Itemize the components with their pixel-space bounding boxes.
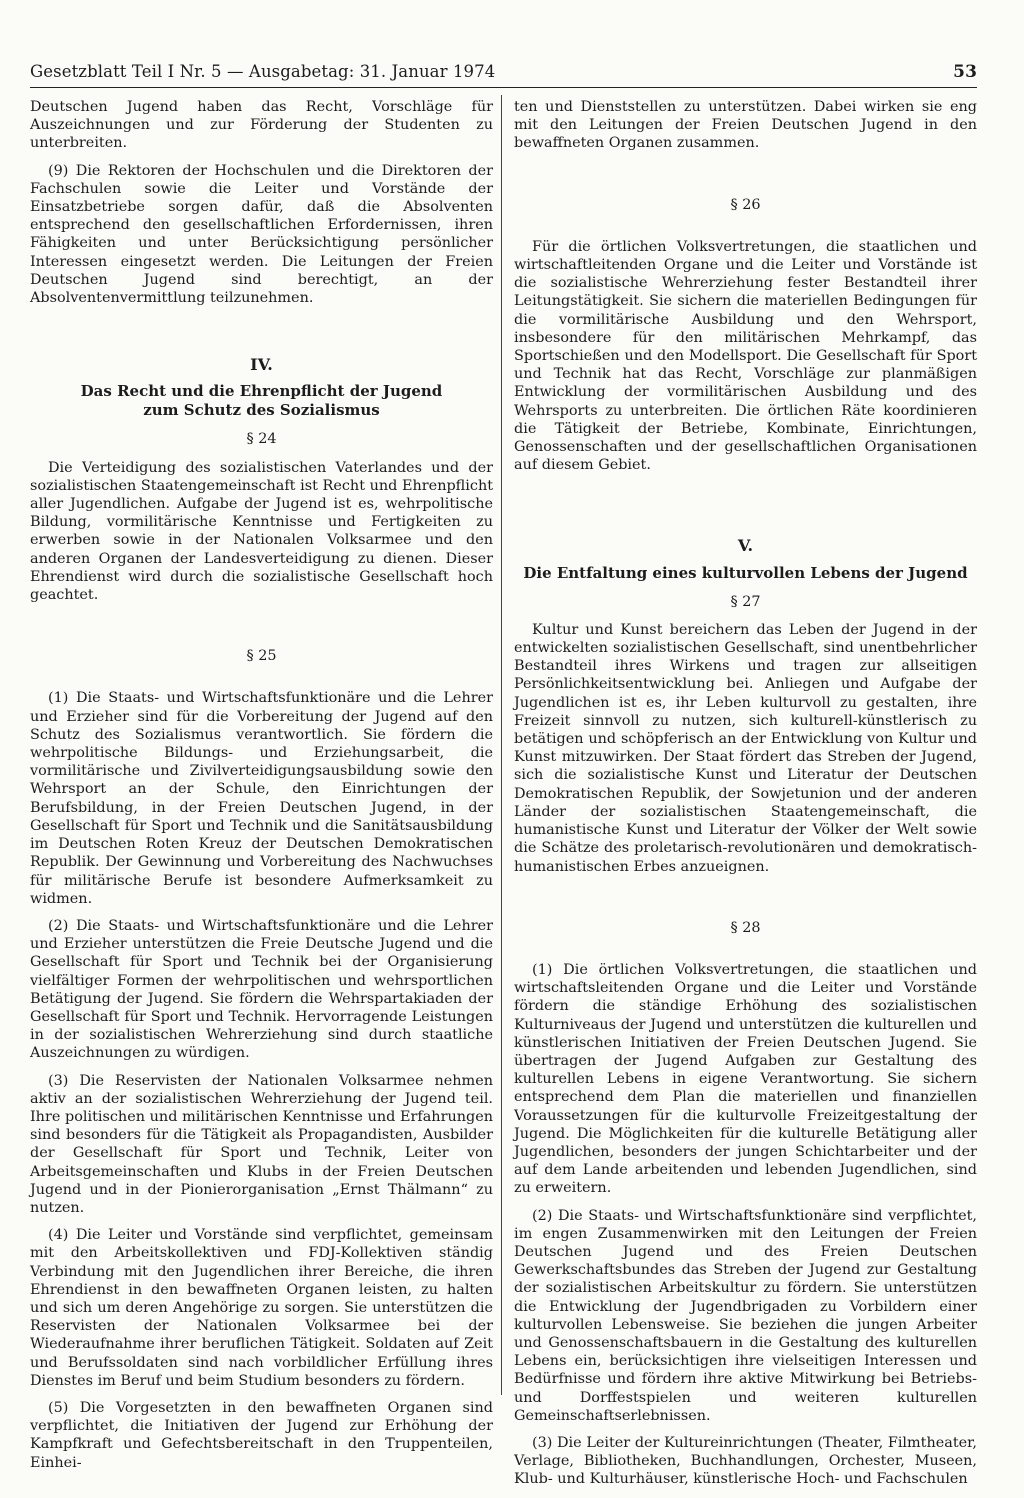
paragraph-continuation: ten und Dienststellen zu unterstützen. Dabei wirken sie eng mit den Leitungen der Freien Deutschen Jugend in den bewaffneten Organen zusammen.	[514, 99, 977, 152]
section-28-paragraph-3: (3) Die Leiter der Kultureinrichtungen (Theater, Filmtheater, Verlage, Bibliotheken, Buchhandlungen, Orchester, Museen, Klub- und Kulturhäuser, künstlerische Hoch- und Fachschulen	[514, 1434, 977, 1488]
section-24-text: Die Verteidigung des sozialistischen Vaterlandes und der sozialistischen Staatengemeinschaft ist Recht und Ehrenpflicht aller Jugendlichen. Aufgabe der Jugend ist es, wehrpolitische Bildung, vormilitärische Kenntnisse und Fertigkeiten zu erwerben sowie in der Nationalen Volksarmee und den anderen Organen der Landesverteidigung zu dienen. Dieser Ehrendienst wird durch die sozialistische Gesellschaft hoch geachtet.	[30, 459, 493, 604]
column-divider	[501, 95, 502, 1395]
page-number: 53	[953, 62, 977, 82]
part-iv-title-line-1: Das Recht und die Ehrenpflicht der Jugend	[80, 382, 443, 401]
part-v-number: V.	[737, 536, 754, 556]
section-24-heading: § 24	[246, 431, 277, 448]
section-25-paragraph-3: (3) Die Reservisten der Nationalen Volksarmee nehmen aktiv an der sozialistischen Wehrerziehung der Jugend teil. Ihre politischen und militärischen Kenntnisse und Erfahrungen sind besonders für die Tätigkeit als Propagandisten, Ausbilder der Gesellschaft für Sport und Technik, Leiter von Arbeitsgemeinschaften und Klubs in der Freien Deutschen Jugend und in der Pionierorganisation „Ernst Thälmann“ zu nutzen.	[30, 1072, 493, 1216]
gazette-title: Gesetzblatt Teil I Nr. 5 — Ausgabetag: 31. Januar 1974	[30, 62, 496, 81]
section-27-heading: § 27	[730, 593, 761, 610]
paragraph-23-9: (9) Die Rektoren der Hochschulen und die Direktoren der Fachschulen sowie die Leiter und Vorstände der Einsatzbetriebe sorgen dafür, daß die Absolventen entsprechend den gesellschaftlichen Erfordernissen, ihren Fähigkeiten und unter Berücksichtigung persönlicher Interessen eingesetzt werden. Die Leitungen der Freien Deutschen Jugend sind berechtigt, an der Absolventenvermittlung teilzunehmen.	[30, 162, 493, 307]
section-26-heading: § 26	[730, 196, 761, 213]
section-28-heading: § 28	[730, 919, 761, 936]
part-iv-number: IV.	[250, 355, 273, 375]
section-25-paragraph-2: (2) Die Staats- und Wirtschaftsfunktionäre und die Lehrer und Erzieher unterstützen die Freie Deutsche Jugend und die Gesellschaft für Sport und Technik bei der Organisierung vielfältiger Formen der wehrpolitischen und wehrsportlichen Betätigung der Jugend. Sie fördern die Wehrspartakiaden der Gesellschaft für Sport und Technik. Hervorragende Leistungen in der sozialistischen Wehrerziehung sind durch staatliche Auszeichnungen zu würdigen.	[30, 917, 493, 1062]
page-header	[30, 62, 977, 86]
part-iv-title-line-2: zum Schutz des Sozialismus	[143, 401, 380, 420]
section-25-paragraph-4: (4) Die Leiter und Vorstände sind verpflichtet, gemeinsam mit den Arbeitskollektiven und FDJ-Kollektiven ständig Verbindung mit den Jugendlichen ihrer Bereiche, die ihren Ehrendienst in den bewaffneten Organen leisten, zu halten und sich um deren Angehörige zu sorgen. Sie unterstützen die Reservisten der Nationalen Volksarmee bei der Wiederaufnahme ihrer beruflichen Tätigkeit. Soldaten auf Zeit und Berufssoldaten sind nach vorbildlicher Erfüllung ihres Dienstes im Beruf und beim Studium besonders zu fördern.	[30, 1227, 493, 1389]
section-28-paragraph-2: (2) Die Staats- und Wirtschaftsfunktionäre sind verpflichtet, im engen Zusammenwirken mit den Leitungen der Freien Deutschen Jugend und des Freien Deutschen Gewerkschaftsbundes das Streben der Jugend zur Gestaltung der sozialistischen Arbeitskultur zu fördern. Sie unterstützen die Entwicklung der Jugendbrigaden zu Vorbildern einer kulturvollen Lebensweise. Sie beziehen die jungen Arbeiter und Genossenschaftsbauern in die Gestaltung des kulturellen Lebens ein, berücksichtigen ihre vielseitigen Interessen und Bedürfnisse und fördern ihre aktive Mitwirkung bei Betriebs- und Dorffestspielen und weiteren kulturellen Gemeinschaftserlebnissen.	[514, 1207, 977, 1424]
section-28-paragraph-1: (1) Die örtlichen Volksvertretungen, die staatlichen und wirtschaftsleitenden Organe und die Leiter und Vorstände fördern die ständige Erhöhung des sozialistischen Kulturniveaus der Jugend und unterstützen die kulturellen und künstlerischen Initiativen der Freien Deutschen Jugend. Sie übertragen der Jugend Aufgaben zur Gestaltung des kulturellen Lebens in eigene Verantwortung. Sie sichern entsprechend dem Plan die materiellen und finanziellen Voraussetzungen für die kulturvolle Freizeitgestaltung der Jugend. Die Möglichkeiten für die kulturelle Betätigung aller Jugendlichen, besonders der jungen Schichtarbeiter und der auf dem Lande arbeitenden und lebenden Jugendlichen, sind zu erweitern.	[514, 961, 977, 1197]
header-rule	[30, 87, 977, 88]
section-26-text: Für die örtlichen Volksvertretungen, die staatlichen und wirtschaftleitenden Organe und die Leiter und Vorstände ist die sozialistische Wehrerziehung fester Bestandteil ihrer Leitungstätigkeit. Sie sichern die materiellen Bedingungen für die vormilitärische Ausbildung und den Wehrsport, insbesondere für den militärischen Mehrkampf, das Sportschießen und den Modellsport. Die Gesellschaft für Sport und Technik hat das Recht, Vorschläge zur planmäßigen Entwicklung der vormilitärischen Ausbildung und des Wehrsports zu unterbreiten. Die örtlichen Räte koordinieren die Tätigkeit der Betriebe, Kombinate, Einrichtungen, Genossenschaften und der gesellschaftlichen Organisationen auf diesem Gebiet.	[514, 238, 977, 474]
left-column	[30, 98, 493, 1481]
section-25-paragraph-5: (5) Die Vorgesetzten in den bewaffneten Organen sind verpflichtet, die Initiativen der Jugend zur Erhöhung der Kampfkraft und Gefechtsbereitschaft in den Truppenteilen, Einhei-	[30, 1399, 493, 1471]
part-iv-title	[30, 382, 493, 420]
part-v-title: Die Entfaltung eines kulturvollen Lebens der Jugend	[523, 563, 968, 582]
section-27-text: Kultur und Kunst bereichern das Leben der Jugend in der entwickelten sozialistischen Gesellschaft, sind unentbehrlicher Bestandteil ihres Wirkens und tragen zur allseitigen Persönlichkeitsentwicklung bei. Anliegen und Aufgabe der Jugendlichen ist es, ihr Leben kulturvoll zu gestalten, ihre Freizeit sinnvoll zu nutzen, sich kulturell-künstlerisch zu betätigen und schöpferisch an der Entwicklung von Kultur und Kunst mitzuwirken. Der Staat fördert das Streben der Jugend, sich die sozialistische Kunst und Literatur der Deutschen Demokratischen Republik, der Sowjetunion und der anderen Länder der sozialistischen Staatengemeinschaft, die humanistische Kunst und Literatur der Völker der Welt sowie die Schätze des proletarisch-revolutionären und demokratisch-humanistischen Erbes anzueignen.	[514, 621, 977, 875]
paragraph-continuation: Deutschen Jugend haben das Recht, Vorschläge für Auszeichnungen und zur Förderung der Studenten zu unterbreiten.	[30, 99, 493, 152]
right-column	[514, 98, 977, 1498]
section-25-heading: § 25	[246, 648, 277, 665]
section-25-paragraph-1: (1) Die Staats- und Wirtschaftsfunktionäre und die Lehrer und Erzieher sind für die Vorbereitung der Jugend auf den Schutz des Sozialismus verantwortlich. Sie fördern die wehrpolitische Bildungs- und Erziehungsarbeit, die vormilitärische und Zivilverteidigungsausbildung sowie den Wehrsport an der Schule, den Einrichtungen der Berufsbildung, in der Freien Deutschen Jugend, in der Gesellschaft für Sport und Technik und die Sanitätsausbildung im Deutschen Roten Kreuz der Deutschen Demokratischen Republik. Der Gewinnung und Vorbereitung des Nachwuchses für militärische Berufe ist besondere Aufmerksamkeit zu widmen.	[30, 690, 493, 907]
